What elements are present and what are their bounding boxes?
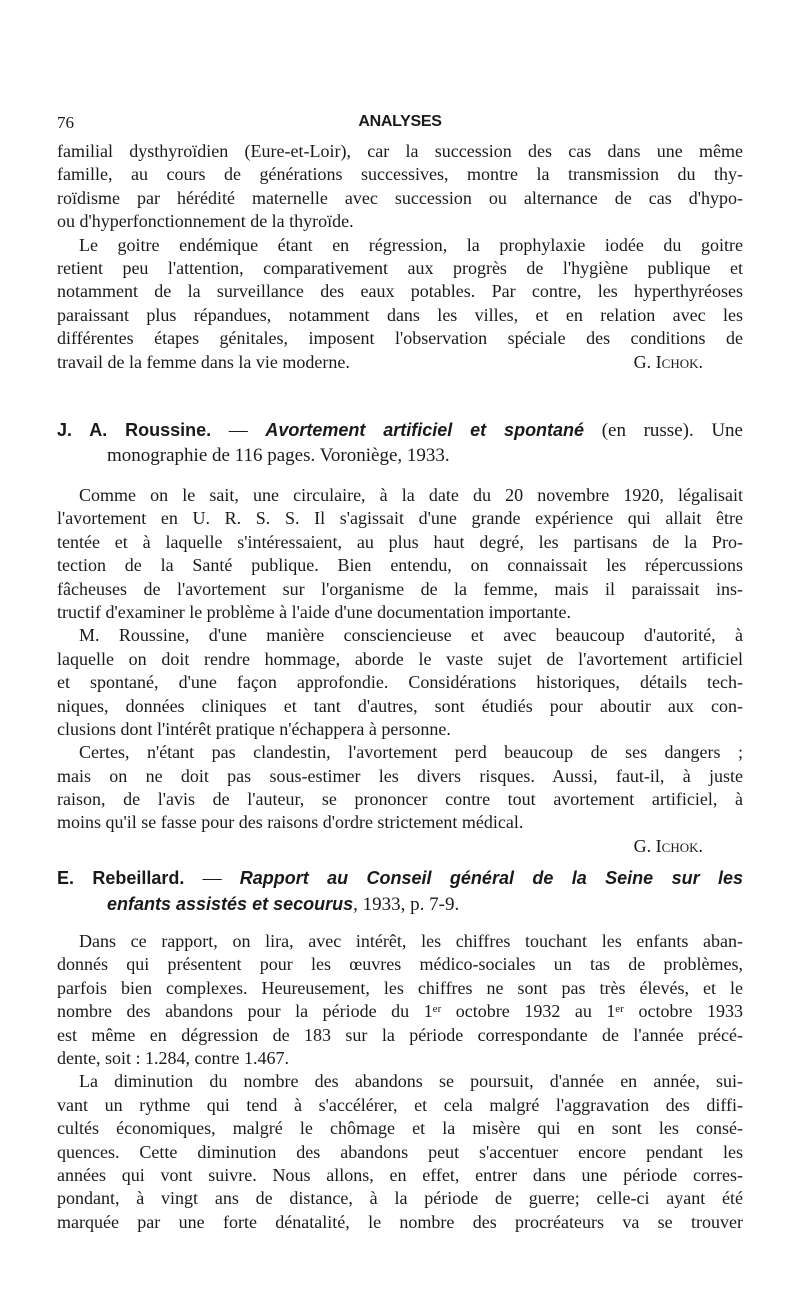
text-line: familial dysthyroïdien (Eure-et-Loir), car la succession des cas dans une même: [57, 141, 743, 161]
text-line: mais on ne doit pas sous-estimer les divers risques. Aussi, faut-il, à juste: [57, 765, 743, 786]
text-line: M. Roussine, d'une manière consciencieuse et avec beaucoup d'autorité, à: [79, 625, 743, 646]
text-line: Comme on le sait, une circulaire, à la date du 20 novembre 1920, légalisait: [79, 485, 743, 505]
text-line: retient peu l'attention, comparativement aux progrès de l'hygiène publique et: [57, 257, 743, 278]
text-line: tructif d'examiner le problème à l'aide d'une documentation importante.: [57, 601, 572, 622]
section-body: [57, 930, 743, 1234]
review-author: J. A. Roussine.: [57, 420, 212, 440]
text-line: travail de la femme dans la vie moderne.: [57, 351, 350, 372]
review-title-line2: enfants assistés et secourus: [107, 894, 354, 914]
text-line: clusions dont l'intérêt pratique n'échappera à personne.: [57, 718, 451, 739]
review-meta: (en russe). Une: [584, 420, 743, 441]
text-line: quences. Cette diminution des abandons peut s'accentuer encore pendant les: [57, 1141, 743, 1162]
text-line: nombre des abandons pour la période du 1ᵉʳ octobre 1932 au 1ᵉʳ octobre 1933: [57, 1001, 743, 1022]
text-line: niques, données cliniques et tant d'autres, sont étudiés pour aboutir aux con-: [57, 695, 743, 716]
text-line: paraissant plus répandues, notamment dans les villes, et en relation avec les: [57, 304, 743, 325]
dash: —: [184, 868, 240, 889]
text-line: vant un rythme qui tend à s'accélérer, et cela malgré l'aggravation des diffi-: [57, 1094, 743, 1115]
text-line: différentes étapes génitales, imposent l'observation spéciale des conditions de: [57, 328, 743, 349]
review-meta-line2: monographie de 116 pages. Voroniège, 1933.: [107, 445, 450, 466]
text-line: laquelle on doit rendre hommage, aborde le vaste sujet de l'avortement artificiel: [57, 648, 743, 669]
text-line: cultés économiques, malgré le chômage et la misère qui en sont les consé-: [57, 1118, 743, 1139]
review-author: E. Rebeillard.: [57, 868, 185, 888]
text-line: La diminution du nombre des abandons se poursuit, d'année en année, sui-: [79, 1071, 743, 1092]
text-line: tection de la Santé publique. Bien entendu, on connaissait les répercussions: [57, 555, 743, 576]
signature: G. Ichok.: [633, 835, 703, 856]
text-line: années qui vont suivre. Nous allons, en effet, entrer dans une période corres-: [57, 1164, 743, 1185]
review-body: [57, 930, 743, 1234]
text-line: parfois bien complexes. Heureusement, les chiffres ne sont pas très élevés, et le: [57, 977, 743, 998]
text-line: notamment de la surveillance des eaux potables. Par contre, les hyperthyréoses: [57, 281, 743, 302]
review-title: Rapport au Conseil général de la Seine sur les: [239, 868, 744, 888]
text-line: Dans ce rapport, on lira, avec intérêt, les chiffres touchant les enfants aban-: [79, 931, 743, 951]
text-line: Certes, n'étant pas clandestin, l'avortement perd beaucoup de ses dangers ;: [79, 742, 743, 763]
text-line: fâcheuses de l'avortement sur l'organisme de la femme, mais il paraissait ins-: [57, 578, 743, 599]
signature: G. Ichok.: [633, 351, 703, 372]
text-line: et spontané, d'une façon approfondie. Considérations historiques, détails tech-: [57, 672, 743, 693]
review-body: [57, 484, 743, 858]
text-line: donnés qui présentent pour les œuvres médico-sociales un tas de problèmes,: [57, 954, 743, 975]
text-line: l'avortement en U. R. S. S. Il s'agissait d'une grande expérience qui allait être: [57, 508, 743, 529]
review-heading: [57, 417, 743, 469]
text-line: tentée et à laquelle s'intéressaient, au plus haut degré, les partisans de la Pro-: [57, 531, 743, 552]
section-continued: [57, 140, 743, 374]
page-number: 76: [57, 113, 74, 132]
text-line: moins qu'il se fasse pour des raisons d'ordre strictement médical.: [57, 812, 524, 833]
text-line: marquée par une forte dénatalité, le nombre des procréateurs va se trouver: [57, 1211, 743, 1232]
text-line: pondant, à vingt ans de distance, à la période de guerre; celle-ci ayant été: [57, 1188, 743, 1209]
running-head: ANALYSES: [358, 113, 442, 130]
section-body: [57, 140, 743, 374]
text-line: raison, de l'avis de l'auteur, se prononcer contre tout avortement artificiel, à: [57, 789, 743, 810]
review-meta: , 1933, p. 7-9.: [353, 894, 460, 915]
text-line: dente, soit : 1.284, contre 1.467.: [57, 1047, 289, 1068]
text-line: famille, au cours de générations successives, montre la transmission du thy-: [57, 164, 743, 185]
text-line: roïdisme par hérédité maternelle avec succession ou alternance de cas d'hypo-: [57, 187, 743, 208]
dash: —: [211, 420, 266, 441]
text-line: est même en dégression de 183 sur la période correspondante de l'année précé-: [57, 1024, 743, 1045]
review-title: Avortement artificiel et spontané: [265, 420, 585, 440]
text-line: ou d'hyperfonctionnement de la thyroïde.: [57, 211, 354, 232]
section-body: [57, 484, 743, 835]
review-heading: [57, 865, 743, 917]
text-line: Le goitre endémique étant en régression, la prophylaxie iodée du goitre: [79, 234, 743, 255]
